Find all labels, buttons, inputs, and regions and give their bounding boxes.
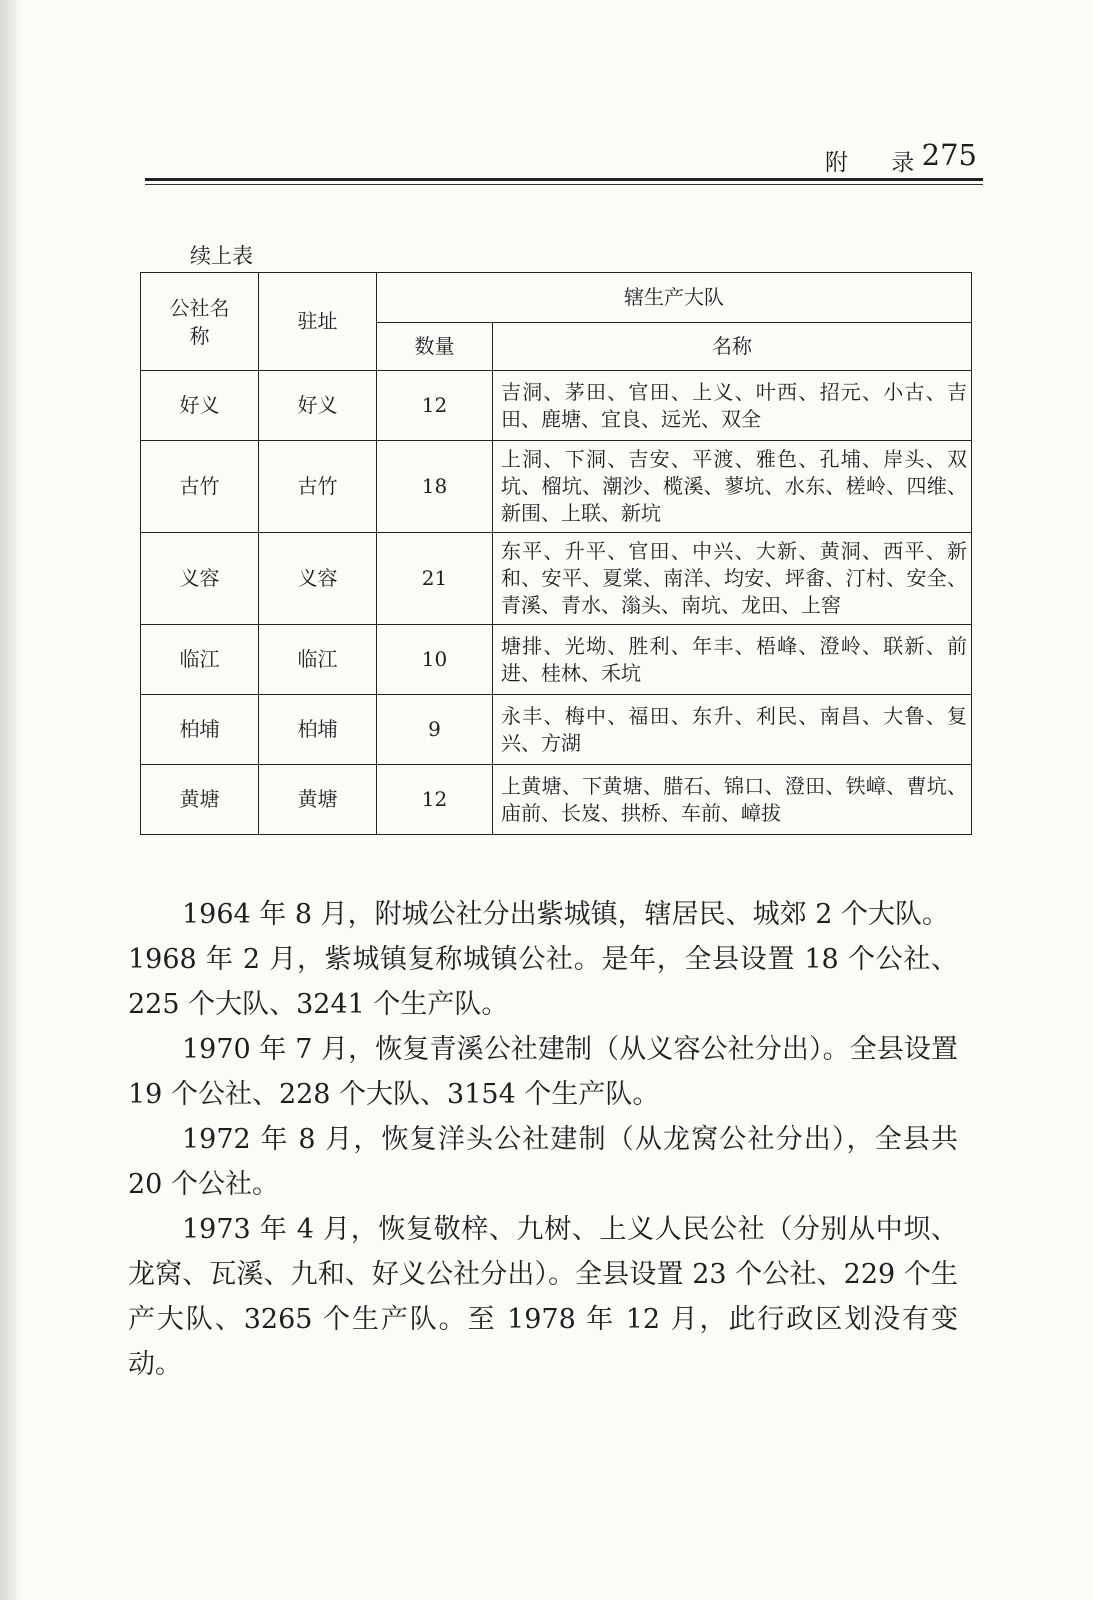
table-row: [141, 371, 972, 441]
body-text: [128, 892, 958, 1387]
commune-cell: 黄塘: [141, 765, 259, 835]
commune-cell: 好义: [141, 371, 259, 441]
paragraph: 1972 年 8 月，恢复洋头公社建制（从龙窝公社分出），全县共 20 个公社。: [128, 1124, 958, 1200]
commune-cell: 义容: [141, 533, 259, 625]
header-brigades-group: 辖生产大队: [377, 273, 972, 323]
paragraph: 1964 年 8 月，附城公社分出紫城镇，辖居民、城郊 2 个大队。: [182, 899, 949, 930]
seat-cell: 古竹: [259, 441, 377, 533]
paragraph: 1970 年 7 月，恢复青溪公社建制（从义容公社分出）。全县设置 19 个公社、228 个大队、3154 个生产队。: [128, 1034, 958, 1110]
paragraph: 1973 年 4 月，恢复敬梓、九树、上义人民公社（分别从中坝、龙窝、瓦溪、九和、好义公社分出）。全县设置 23 个公社、229 个生产大队、3265 个生产队。至 1978 年 12 月，此行政区划没有变动。: [128, 1214, 958, 1380]
commune-cell: 柏埔: [141, 695, 259, 765]
table-row: [141, 765, 972, 835]
names-cell: 吉洞、茅田、官田、上义、叶西、招元、小古、吉田、鹿塘、宜良、远光、双全: [493, 371, 972, 441]
table-row: [141, 533, 972, 625]
commune-cell: 临江: [141, 625, 259, 695]
commune-cell: 古竹: [141, 441, 259, 533]
names-cell: 塘排、光坳、胜利、年丰、梧峰、澄岭、联新、前进、桂林、禾坑: [493, 625, 972, 695]
count-cell: 10: [377, 625, 493, 695]
count-cell: 18: [377, 441, 493, 533]
brigade-table: [140, 272, 972, 835]
seat-cell: 好义: [259, 371, 377, 441]
section-title: 附 录: [825, 150, 933, 176]
names-cell: 东平、升平、官田、中兴、大新、黄洞、西平、新和、安平、夏棠、南洋、均安、坪畬、汀村、安全、青溪、青水、滃头、南坑、龙田、上窖: [493, 533, 972, 625]
count-cell: 12: [377, 765, 493, 835]
header-names: 名称: [493, 323, 972, 371]
names-cell: 上洞、下洞、吉安、平渡、雅色、孔埔、岸头、双坑、榴坑、潮沙、榄溪、蓼坑、水东、槎岭、四维、新围、上联、新坑: [493, 441, 972, 533]
page-binding-shadow: [0, 0, 22, 1600]
header-seat: 驻址: [259, 273, 377, 371]
page-number: 275: [921, 138, 977, 172]
running-header: [145, 136, 983, 188]
header-commune: 公社名称: [141, 273, 259, 371]
table-row: [141, 441, 972, 533]
table-header-row: [141, 273, 972, 323]
seat-cell: 黄塘: [259, 765, 377, 835]
count-cell: 9: [377, 695, 493, 765]
seat-cell: 义容: [259, 533, 377, 625]
table-row: [141, 625, 972, 695]
count-cell: 12: [377, 371, 493, 441]
header-rule-thin: [145, 184, 983, 185]
table-caption: 续上表: [190, 244, 253, 268]
seat-cell: 临江: [259, 625, 377, 695]
count-cell: 21: [377, 533, 493, 625]
header-rule-thick: [145, 178, 983, 181]
names-cell: 上黄塘、下黄塘、腊石、锦口、澄田、铁嶂、曹坑、庙前、长岌、拱桥、车前、嶂拔: [493, 765, 972, 835]
names-cell: 永丰、梅中、福田、东升、利民、南昌、大鲁、复兴、方湖: [493, 695, 972, 765]
paragraph: 1968 年 2 月，紫城镇复称城镇公社。是年，全县设置 18 个公社、225 个大队、3241 个生产队。: [128, 944, 958, 1020]
table-row: [141, 695, 972, 765]
seat-cell: 柏埔: [259, 695, 377, 765]
header-count: 数量: [377, 323, 493, 371]
